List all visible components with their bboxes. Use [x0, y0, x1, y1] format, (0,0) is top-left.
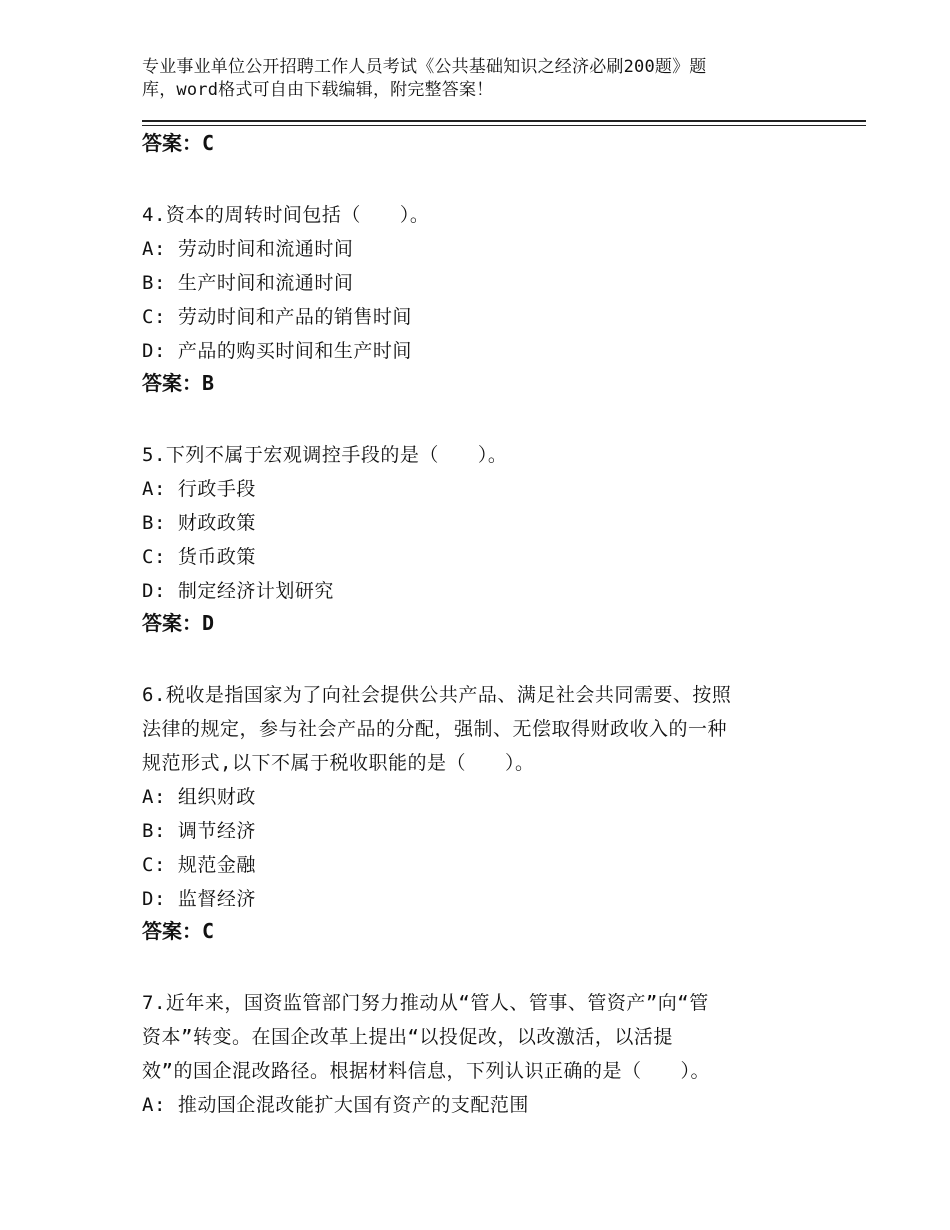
option-text: 财政政策: [165, 512, 256, 534]
option-b: [142, 266, 842, 300]
page-header: [142, 56, 782, 102]
question-block: [142, 438, 842, 638]
answer-label: 答案：: [142, 611, 202, 635]
option-a: [142, 472, 842, 506]
option-a: [142, 1088, 842, 1122]
option-text: 货币政策: [165, 546, 256, 568]
option-text: 推动国企混改能扩大国有资产的支配范围: [165, 1094, 529, 1116]
option-text: 劳动时间和流通时间: [165, 238, 354, 260]
option-key: B:: [142, 272, 166, 294]
question-stem-line: 法律的规定，参与社会产品的分配，强制、无偿取得财政收入的一种: [142, 718, 728, 740]
option-d: [142, 882, 842, 916]
option-b: [142, 506, 842, 540]
question-stem-line: 资本”转变。在国企改革上提出“以投促改，以改激活，以活提: [142, 1026, 673, 1048]
option-key: A:: [142, 478, 166, 500]
answer-value: C: [202, 919, 215, 943]
option-key: D:: [142, 888, 166, 910]
header-divider-thick: [142, 120, 866, 122]
option-text: 制定经济计划研究: [165, 580, 334, 602]
question-block: [142, 986, 842, 1122]
question-stem-line: 6.税收是指国家为了向社会提供公共产品、满足社会共同需要、按照: [142, 684, 732, 706]
option-text: 监督经济: [165, 888, 256, 910]
question-stem-line: 7.近年来，国资监管部门努力推动从“管人、管事、管资产”向“管: [142, 992, 709, 1014]
option-c: [142, 300, 842, 334]
question-stem-line: 规范形式,以下不属于税收职能的是（ ）。: [142, 752, 535, 774]
option-key: A:: [142, 786, 166, 808]
option-text: 生产时间和流通时间: [165, 272, 354, 294]
question-content: [142, 128, 842, 1122]
option-text: 组织财政: [165, 786, 256, 808]
option-key: A:: [142, 1094, 166, 1116]
option-text: 行政手段: [165, 478, 256, 500]
header-line-1: 专业事业单位公开招聘工作人员考试《公共基础知识之经济必刷200题》题: [142, 57, 707, 77]
option-a: [142, 232, 842, 266]
question-block: [142, 198, 842, 398]
option-text: 劳动时间和产品的销售时间: [165, 306, 412, 328]
answer-label: 答案：: [142, 131, 202, 155]
option-key: D:: [142, 340, 166, 362]
option-text: 规范金融: [165, 854, 256, 876]
answer-value: B: [202, 371, 215, 395]
option-c: [142, 848, 842, 882]
answer-line: [142, 128, 842, 158]
option-d: [142, 574, 842, 608]
question-stem-line: 效”的国企混改路径。根据材料信息，下列认识正确的是（ ）。: [142, 1060, 710, 1082]
answer-value: D: [202, 611, 215, 635]
option-key: A:: [142, 238, 166, 260]
option-key: C:: [142, 546, 166, 568]
option-key: B:: [142, 512, 166, 534]
header-divider-thin: [142, 125, 866, 126]
question-stem: 4.资本的周转时间包括（ ）。: [142, 204, 430, 226]
option-text: 产品的购买时间和生产时间: [165, 340, 412, 362]
option-d: [142, 334, 842, 368]
question-block: [142, 678, 842, 946]
answer-label: 答案：: [142, 371, 202, 395]
option-key: B:: [142, 820, 166, 842]
option-key: D:: [142, 580, 166, 602]
option-c: [142, 540, 842, 574]
option-a: [142, 780, 842, 814]
answer-value: C: [202, 131, 215, 155]
option-key: C:: [142, 854, 166, 876]
answer-line: [142, 368, 842, 398]
answer-line: [142, 916, 842, 946]
answer-line: [142, 608, 842, 638]
answer-label: 答案：: [142, 919, 202, 943]
question-stem: 5.下列不属于宏观调控手段的是（ ）。: [142, 444, 508, 466]
header-line-2: 库，word格式可自由下载编辑，附完整答案！: [142, 80, 494, 100]
option-key: C:: [142, 306, 166, 328]
option-text: 调节经济: [165, 820, 256, 842]
option-b: [142, 814, 842, 848]
